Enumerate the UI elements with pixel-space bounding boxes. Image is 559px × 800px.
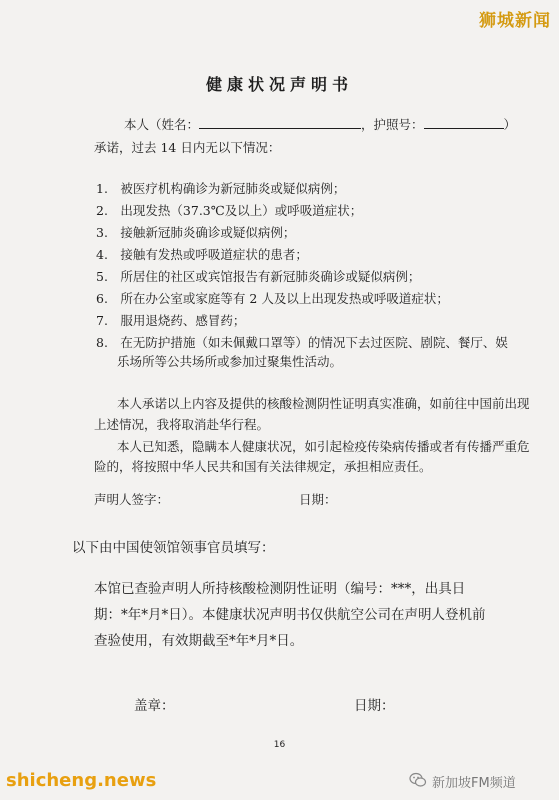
name-label: 本人（姓名： (124, 117, 200, 132)
list-item: 4. 接触有发热或呼吸道症状的患者； (96, 247, 308, 262)
signature-label: 声明人签字： (94, 492, 170, 507)
consulate-paragraph-line: 期：*年*月*日）。本健康状况声明书仅供航空公司在声明人登机前 (94, 607, 486, 623)
consulate-paragraph-line: 本馆已查验声明人所持核酸检测阴性证明（编号：***，出具日 (94, 581, 466, 597)
stamp-label: 盖章： (134, 698, 175, 714)
list-item: 1. 被医疗机构确诊为新冠肺炎或疑似病例； (96, 181, 346, 196)
pledge-text: 承诺，过去 14 日内无以下情况： (94, 140, 281, 155)
list-item: 2. 出现发热（37.3℃及以上）或呼吸道症状； (96, 203, 363, 218)
stamp-date-label: 日期： (354, 698, 395, 714)
list-item-continuation: 乐场所等公共场所或参加过聚集性活动。 (117, 354, 343, 369)
identity-close: ） (503, 117, 517, 132)
consulate-heading: 以下由中国使领馆领事官员填写： (72, 540, 275, 556)
name-blank[interactable] (199, 116, 361, 129)
list-item: 3. 接触新冠肺炎确诊或疑似病例； (96, 225, 296, 240)
paragraph-line: 本人承诺以上内容及提供的核酸检测阴性证明真实准确，如前往中国前出现 (117, 396, 530, 411)
list-item: 5. 所居住的社区或宾馆报告有新冠肺炎确诊或疑似病例； (96, 269, 421, 284)
paragraph-line: 险的，将按照中华人民共和国有关法律规定，承担相应责任。 (94, 459, 432, 474)
identity-line (124, 115, 516, 133)
wechat-channel-label: 新加坡FM频道 (432, 776, 516, 791)
list-item: 6. 所在办公室或家庭等有 2 人及以上出现发热或呼吸道症状； (96, 291, 449, 306)
paragraph-line: 上述情况，我将取消赴华行程。 (94, 417, 270, 432)
signature-date-label: 日期： (299, 492, 337, 507)
watermark-top: 狮城新闻 (479, 11, 551, 31)
paragraph-line: 本人已知悉，隐瞒本人健康状况，如引起检疫传染病传播或者有传播严重危 (117, 439, 530, 454)
page-number: 16 (273, 740, 286, 750)
passport-label: ，护照号： (361, 117, 424, 132)
wechat-icon (409, 771, 427, 789)
passport-blank[interactable] (424, 116, 504, 129)
list-item: 8. 在无防护措施（如未佩戴口罩等）的情况下去过医院、剧院、餐厅、娱 (96, 335, 508, 350)
document-title: 健康状况声明书 (205, 75, 353, 94)
watermark-bottom: shicheng.news (6, 770, 157, 791)
list-item: 7. 服用退烧药、感冒药； (96, 313, 246, 328)
consulate-paragraph-line: 查验使用，有效期截至*年*月*日。 (94, 633, 304, 649)
